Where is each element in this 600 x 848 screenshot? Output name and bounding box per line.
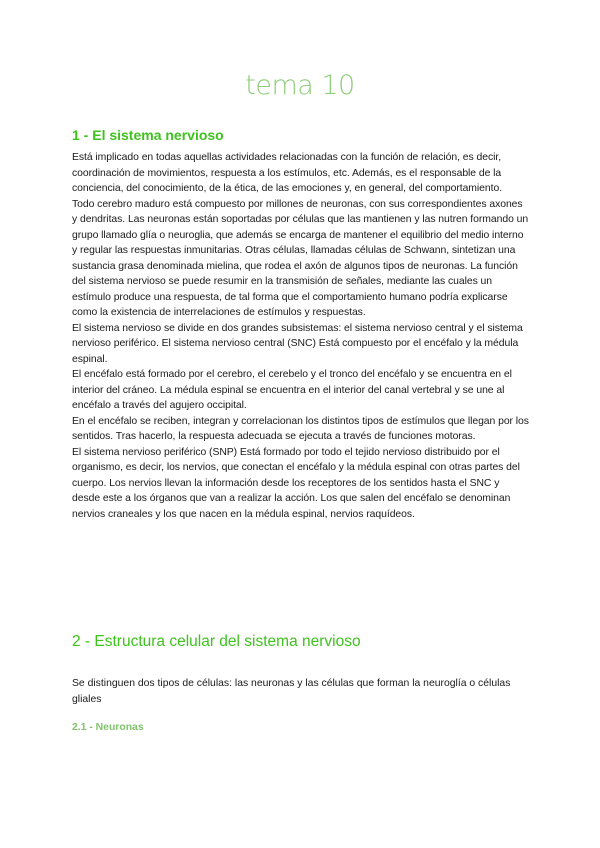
paragraph: En el encéfalo se reciben, integran y correlacionan los distintos tipos de estímulos que llegan por los sentidos. Tras hacerlo, la respuesta adecuada se ejecuta a través de funciones motoras. xyxy=(72,415,529,442)
subsection-2-1-heading: 2.1 - Neuronas xyxy=(72,722,144,733)
section-1-heading: 1 - El sistema nervioso xyxy=(72,127,224,143)
document-title: tema 10 xyxy=(245,70,355,101)
section-1-body xyxy=(72,150,530,522)
paragraph: El encéfalo está formado por el cerebro, el cerebelo y el tronco del encéfalo y se encuentra en el interior del cráneo. La médula espinal se encuentra en el interior del canal vertebral y se une al encéfalo a través del agujero occipital. xyxy=(72,369,512,411)
paragraph: El sistema nervioso se divide en dos grandes subsistemas: el sistema nervioso central y el sistema nervioso periférico. El sistema nervioso central (SNC) Está compuesto por el encéfalo y la médula espinal. xyxy=(72,322,523,365)
section-2-intro: Se distinguen dos tipos de células: las neuronas y las células que forman la neuroglía o células gliales xyxy=(72,678,511,705)
section-2-heading: 2 - Estructura celular del sistema nervioso xyxy=(72,633,361,650)
paragraph: Todo cerebro maduro está compuesto por millones de neuronas, con sus correspondientes axones y dendritas. Las neuronas están soportadas por células que las mantienen y las nutren formando un grupo llamado glía o neuroglia, que además se encarga de mantener el equilibrio del medio interno y regular las respuestas inmunitarias. Otras células, llamadas células de Schwann, sintetizan una sustancia grasa denominada mielina, que rodea el axón de algunos tipos de neuronas. La función del sistema nervioso se puede resumir en la transmisión de señales, mediante las cuales un estímulo produce una respuesta, de tal forma que el comportamiento humano podría explicarse como la existencia de interrelaciones de estímulos y respuestas. xyxy=(72,198,529,318)
paragraph: El sistema nervioso periférico (SNP) Está formado por todo el tejido nervioso distribuido por el organismo, es decir, los nervios, que conectan el encéfalo y la médula espinal con otras partes del cuerpo. Los nervios llevan la información desde los receptores de los sentidos hasta el SNC y desde este a los órganos que van a realizar la acción. Los que salen del encéfalo se denominan nervios craneales y los que nacen en la médula espinal, nervios raquídeos. xyxy=(72,446,520,520)
paragraph: Está implicado en todas aquellas actividades relacionadas con la función de relación, es decir, coordinación de movimientos, respuesta a los estímulos, etc. Además, es el responsable de la conciencia, del conocimiento, de la ética, de las emociones y, en general, del comportamiento. xyxy=(72,152,503,194)
